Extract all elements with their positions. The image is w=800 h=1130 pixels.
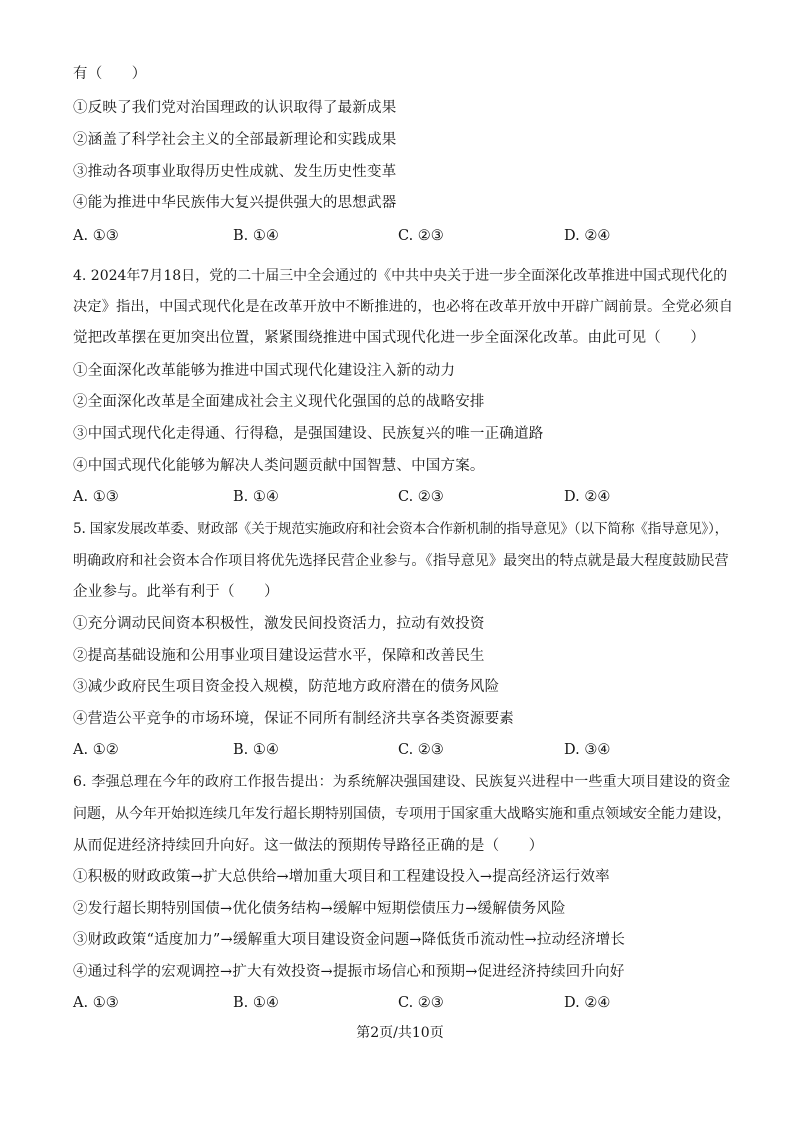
q6-item-1: ①积极的财政政策→扩大总供给→增加重大项目和工程建设投入→提高经济运行效率 — [73, 869, 610, 885]
q4-stem-line-1: 4. 2024年7月18日，党的二十届三中全会通过的《中共中央关于进一步全面深化改革推进中国式现代化的 — [73, 268, 728, 284]
q6-item-3: ③财政政策“适度加力”→缓解重大项目建设资金问题→降低货币流动性→拉动经济增长 — [73, 932, 626, 948]
q6-stem-line-2: 问题，从今年开始拟连续几年发行超长期特别国债，专项用于国家重大战略实施和重点领域安全能力建设， — [73, 806, 731, 822]
q5-item-3: ③减少政府民生项目资金投入规模，防范地方政府潜在的债务风险 — [73, 679, 500, 695]
q3-option-d: D. ②④ — [564, 228, 611, 244]
q5-stem-line-1: 5. 国家发展改革委、财政部《关于规范实施政府和社会资本合作新机制的指导意见》（以下简称《指导意见》）， — [73, 521, 729, 537]
q3-item-1: ①反映了我们党对治国理政的认识取得了最新成果 — [73, 100, 397, 116]
q5-option-b: B. ①④ — [233, 742, 279, 758]
q5-item-4: ④营造公平竞争的市场环境，保证不同所有制经济共享各类资源要素 — [73, 711, 514, 727]
q4-item-4: ④中国式现代化能够为解决人类问题贡献中国智慧、中国方案。 — [73, 458, 485, 474]
q3-option-c: C. ②③ — [398, 228, 444, 244]
q3-options — [73, 226, 733, 246]
q4-option-c: C. ②③ — [398, 489, 444, 505]
q5-option-a: A. ①② — [73, 742, 119, 758]
q3-item-3: ③推动各项事业取得历史性成就、发生历史性变革 — [73, 164, 397, 180]
q5-stem-line-2: 明确政府和社会资本合作项目将优先选择民营企业参与。《指导意见》最突出的特点就是最大程度鼓励民营 — [73, 553, 729, 569]
q6-stem-line-3: 从而促进经济持续回升向好。这一做法的预期传导路径正确的是（ ） — [73, 838, 544, 854]
q6-stem-line-1: 6. 李强总理在今年的政府工作报告提出：为系统解决强国建设、民族复兴进程中一些重大项目建设的资金 — [73, 774, 731, 790]
q6-item-2: ②发行超长期特别国债→优化债务结构→缓解中短期偿债压力→缓解债务风险 — [73, 901, 566, 917]
q4-stem-line-2: 决定》指出，中国式现代化是在改革开放中不断推进的，也必将在改革开放中开辟广阔前景。全党必须自 — [73, 299, 734, 315]
q4-options — [73, 487, 733, 507]
q3-stem-tail: 有（ ） — [73, 66, 147, 82]
q4-option-d: D. ②④ — [564, 489, 611, 505]
q6-option-b: B. ①④ — [233, 995, 279, 1011]
q6-option-d: D. ②④ — [564, 995, 611, 1011]
q5-option-c: C. ②③ — [398, 742, 444, 758]
q4-option-b: B. ①④ — [233, 489, 279, 505]
q6-item-4: ④通过科学的宏观调控→扩大有效投资→提振市场信心和预期→促进经济持续回升向好 — [73, 964, 625, 980]
q6-option-a: A. ①③ — [73, 995, 119, 1011]
q3-option-a: A. ①③ — [73, 228, 119, 244]
page-footer: 第2页/共10页 — [356, 1025, 444, 1041]
q4-item-1: ①全面深化改革能够为推进中国式现代化建设注入新的动力 — [73, 363, 456, 379]
q5-stem-line-3: 企业参与。此举有利于（ ） — [73, 584, 279, 600]
q4-option-a: A. ①③ — [73, 489, 119, 505]
q6-option-c: C. ②③ — [398, 995, 444, 1011]
q5-option-d: D. ③④ — [564, 742, 611, 758]
q6-options — [73, 993, 733, 1013]
q3-item-4: ④能为推进中华民族伟大复兴提供强大的思想武器 — [73, 195, 397, 211]
q5-item-1: ①充分调动民间资本积极性，激发民间投资活力，拉动有效投资 — [73, 616, 485, 632]
q4-item-2: ②全面深化改革是全面建成社会主义现代化强国的总的战略安排 — [73, 394, 485, 410]
q5-options — [73, 740, 733, 760]
q3-item-2: ②涵盖了科学社会主义的全部最新理论和实践成果 — [73, 132, 397, 148]
q3-option-b: B. ①④ — [233, 228, 279, 244]
q4-item-3: ③中国式现代化走得通、行得稳，是强国建设、民族复兴的唯一正确道路 — [73, 426, 544, 442]
q4-stem-line-3: 觉把改革摆在更加突出位置，紧紧围绕推进中国式现代化进一步全面深化改革。由此可见（ ） — [73, 330, 706, 346]
q5-item-2: ②提高基础设施和公用事业项目建设运营水平，保障和改善民生 — [73, 648, 485, 664]
